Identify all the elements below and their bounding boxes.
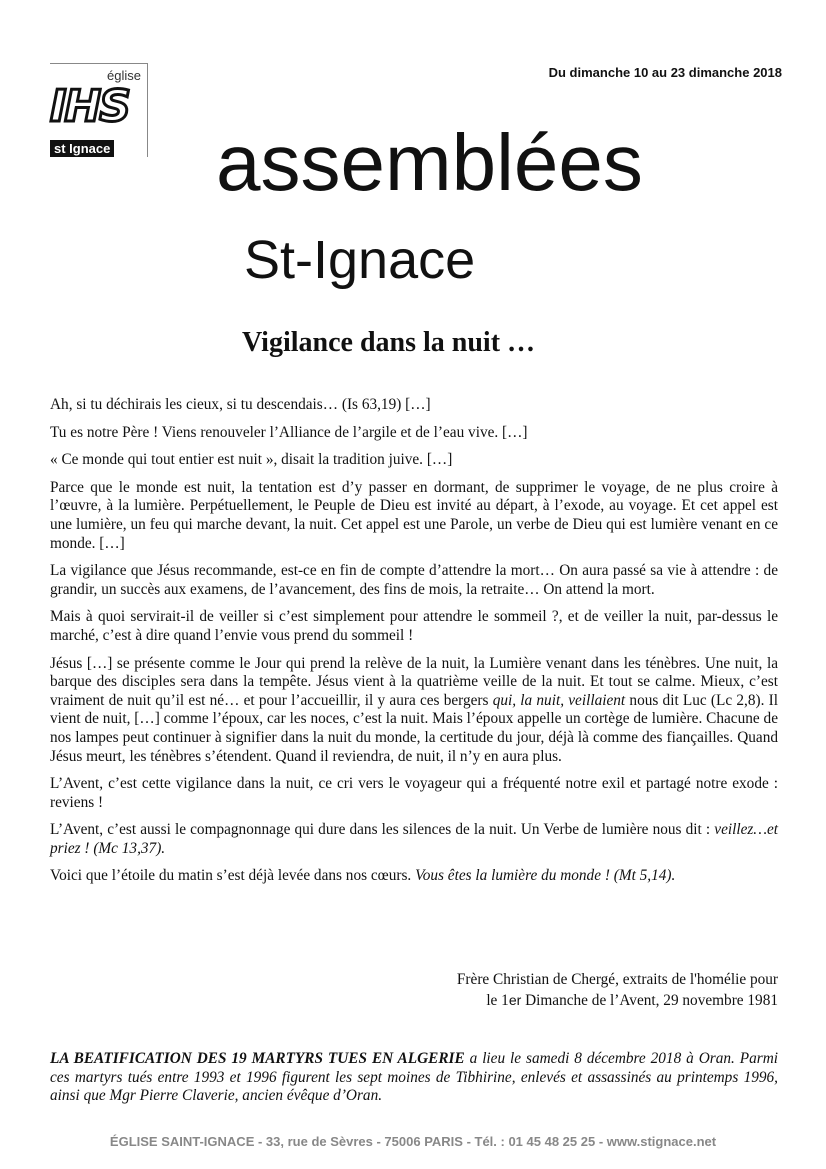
paragraph-italic: Vous êtes la lumière du monde ! (Mt 5,14).	[415, 867, 676, 885]
paragraph	[50, 655, 778, 767]
paragraph: Mais à quoi servirait-il de veiller si c’est simplement pour attendre le sommeil ?, et de veiller la nuit, par-dessus le marché, c’est à dire quand l’envie vous prend du sommeil !	[50, 608, 778, 644]
paragraph	[50, 867, 778, 886]
paragraph-italic: qui, la nuit, veillaient	[492, 691, 626, 709]
paragraph-text: Voici que l’étoile du matin s’est déjà levée dans nos cœurs.	[50, 867, 416, 885]
credit-text: le 1	[486, 992, 509, 1009]
logo-name-badge: st Ignace	[50, 140, 114, 157]
footer-address	[0, 1134, 826, 1149]
paragraph-text: nous dit Luc (Lc 2,8). Il vient de nuit, […] comme l’époux, car les noces, c’est la nuit. Mais l’époux appelle un cortège de lumière. Chacune de nos lampes peut continuer à signifier dans la nuit du monde, la certitude du jour, déjà là comme des fiançailles. Quand Jésus meurt, les ténèbres s’étendent. Quand il reviendra, de nuit, il n’y en aura plus.	[50, 691, 778, 765]
logo-ihs-monogram: IHS	[50, 81, 129, 132]
article-headline: Vigilance dans la nuit …	[242, 327, 536, 358]
church-logo	[50, 63, 148, 157]
article-body	[50, 396, 778, 895]
address-text: ÉGLISE SAINT-IGNACE - 33, rue de Sèvres - 75006 PARIS - Tél. : 01 45 48 25 25 -	[109, 1134, 607, 1149]
date-range: Du dimanche 10 au 23 dimanche 2018	[548, 65, 782, 80]
paragraph	[50, 821, 778, 858]
credit-line: Frère Christian de Chergé, extraits de l'homélie pour	[456, 971, 778, 988]
paragraph-italic: veillez…et priez ! (Mc 13,37).	[50, 821, 778, 857]
paragraph-text: Jésus […] se présente comme le Jour qui prend la relève de la nuit, la Lumière venant dans les ténèbres. Une nuit, la barque des disciples sera dans la tempête. Jésus vient à la quatrième veille de la nuit. Et tout se calme. Mieux, c’est vraiment de nuit qu’il est né… et pour l’accueillir, il y aura ces bergers	[50, 654, 778, 709]
paragraph: La vigilance que Jésus recommande, est-ce en fin de compte d’attendre la mort… On aura passé sa vie à attendre : de grandir, un succès aux examens, de l’avancement, des fins de mois, la retraite… On attend la mort.	[50, 562, 778, 598]
beatification-announcement	[50, 1050, 778, 1106]
credit-line	[418, 990, 778, 1011]
paragraph: « Ce monde qui tout entier est nuit », disait la tradition juive. […]	[50, 451, 453, 469]
paragraph-text: L’Avent, c’est aussi le compagnonnage qui dure dans les silences de la nuit. Un Verbe de lumière nous dit :	[50, 821, 715, 839]
paragraph: Parce que le monde est nuit, la tentation est d’y passer en dormant, de supprimer le voyage, de ne plus croire à l’œuvre, à la lumière. Perpétuellement, le Peuple de Dieu est invité au départ, à l’exode, au voyage. Et cet appel est une lumière, un feu qui marche devant, la nuit. Cet appel est une Parole, un verbe de Dieu qui est lumière venant en ce monde. […]	[50, 478, 778, 552]
paragraph: Ah, si tu déchirais les cieux, si tu descendais… (Is 63,19) […]	[50, 396, 431, 413]
author-credit	[418, 970, 778, 1011]
logo-eglise-text: église	[107, 68, 141, 83]
bulletin-title: assemblées	[216, 118, 643, 207]
ordinal-suffix: er	[508, 992, 522, 1008]
bulletin-subtitle: St-Ignace	[244, 230, 476, 290]
credit-text: Dimanche de l’Avent, 29 novembre 1981	[521, 992, 778, 1009]
announcement-heading: LA BEATIFICATION DES 19 MARTYRS TUES EN ALGERIE	[50, 1050, 465, 1067]
announcement-text: a lieu le samedi 8 décembre 2018 à Oran. Parmi ces martyrs tués entre 1993 et 1996 figurent les sept moines de Tibhirine, enlevés et assassinés au printemps 1996, ainsi que Mgr Pierre Claverie, ancien évêque d’Oran.	[50, 1050, 778, 1105]
paragraph: L’Avent, c’est cette vigilance dans la nuit, ce cri vers le voyageur qui a fréquenté notre exil et partagé notre exode : reviens !	[50, 775, 778, 811]
paragraph: Tu es notre Père ! Viens renouveler l’Alliance de l’argile et de l’eau vive. […]	[50, 423, 528, 441]
website-link[interactable]: www.stignace.net	[606, 1134, 717, 1149]
